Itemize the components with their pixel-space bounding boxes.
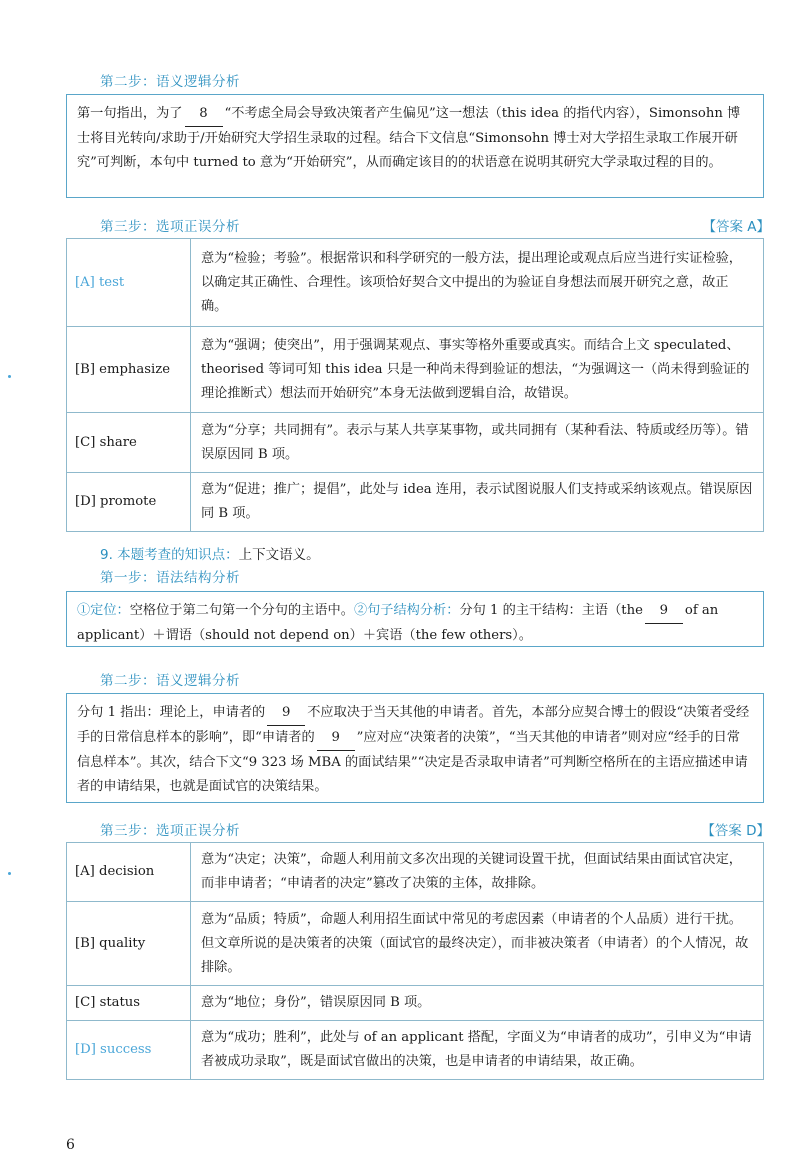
logic-text-q8-part2: “不考虑全局会导致决策者产生偏见”这一想法（this idea 的指代内容），Simonsohn 博士将目光转向/求助于/开始研究大学招生录取的过程。结合下文信息“Simonsohn 博士对大学招生录取工作展开研究”可判断，本句中 turned to 意为“开始研究”，从而确定该目的的状语意在说明其研究大学录取过程的目的。 xyxy=(77,106,741,170)
option-row xyxy=(67,413,764,473)
page-number: 6 xyxy=(66,1137,75,1153)
option-label: [A] test xyxy=(67,239,191,327)
option-text: 意为“强调；使突出”，用于强调某观点、事实等格外重要或真实。而结合上文 speculated、theorised 等词可知 this idea 只是一种尚未得到验证的想法，“为强调这一（尚未得到验证的理论推断式）想法而开始研究”本身无法做到逻辑自洽，故错误。 xyxy=(191,327,764,413)
logic-text-q9-part2: 不应取决于当天其他的申请者。首先，本部分应契合博士的假设“决策者受经手的日常信息样本的影响”，即“申请者的 xyxy=(77,705,750,745)
step3-title-q8: 第三步：选项正误分析 xyxy=(100,219,240,235)
grammar-box-q9 xyxy=(66,591,764,647)
margin-dot xyxy=(8,375,11,378)
locate-text: 空格位于第二句第一个分句的主语中。 xyxy=(129,603,354,618)
structure-text-part1: 分句 1 的主干结构：主语（the xyxy=(459,603,643,618)
logic-box-q9 xyxy=(66,693,764,803)
option-text: 意为“品质；特质”，命题人利用招生面试中常见的考虑因素（申请者的个人品质）进行干扰。但文章所说的是决策者的决策（面试官的最终决定），而非被决策者（申请者）的个人情况，故排除。 xyxy=(191,902,764,986)
option-label: [B] quality xyxy=(67,902,191,986)
option-text: 意为“决定；决策”，命题人利用前文多次出现的关键词设置干扰，但面试结果由面试官决定，而非申请者；“申请者的决定”篡改了决策的主体，故排除。 xyxy=(191,843,764,902)
option-row xyxy=(67,902,764,986)
locate-label: ①定位： xyxy=(77,603,130,618)
step1-title-q9: 第一步：语法结构分析 xyxy=(100,570,240,586)
answer-badge-q9: 【答案 D】 xyxy=(701,823,770,839)
option-text: 意为“促进；推广；提倡”，此处与 idea 连用，表示试图说服人们支持或采纳该观点。错误原因同 B 项。 xyxy=(191,473,764,532)
option-row xyxy=(67,843,764,902)
option-row xyxy=(67,327,764,413)
option-label: [D] promote xyxy=(67,473,191,532)
margin-dot xyxy=(8,872,11,875)
blank-8: 8 xyxy=(185,102,223,127)
option-row xyxy=(67,1021,764,1080)
option-text: 意为“地位；身份”，错误原因同 B 项。 xyxy=(191,986,764,1021)
option-text: 意为“分享；共同拥有”。表示与某人共享某事物，或共同拥有（某种看法、特质或经历等）。错误原因同 B 项。 xyxy=(191,413,764,473)
logic-text-q9-part1: 分句 1 指出：理论上，申请者的 xyxy=(77,705,266,720)
option-label: [C] status xyxy=(67,986,191,1021)
logic-box-q8 xyxy=(66,94,764,198)
blank-9: 9 xyxy=(267,701,305,726)
structure-label: ②句子结构分析： xyxy=(353,603,460,618)
blank-9: 9 xyxy=(645,599,683,624)
option-label: [B] emphasize xyxy=(67,327,191,413)
question-9-heading xyxy=(100,543,320,563)
option-row xyxy=(67,473,764,532)
structure-text-part2: of an applicant）＋谓语（should not depend on）＋宾语（the few others）。 xyxy=(77,603,719,643)
logic-text-q8-part1: 第一句指出，为了 xyxy=(77,106,183,121)
option-row xyxy=(67,986,764,1021)
option-text: 意为“成功；胜利”，此处与 of an applicant 搭配，字面义为“申请者的成功”，引申义为“申请者被成功录取”，既是面试官做出的决策，也是申请者的申请结果，故正确。 xyxy=(191,1021,764,1080)
step3-title-q9: 第三步：选项正误分析 xyxy=(100,823,240,839)
answer-badge-q8: 【答案 A】 xyxy=(702,219,770,235)
option-label: [A] decision xyxy=(67,843,191,902)
options-table-q9 xyxy=(66,842,764,1080)
heading-rest: 上下文语义。 xyxy=(238,547,320,563)
logic-text-q9-part3: ”应对应“决策者的决策”，“当天其他的申请者”则对应“经手的日常信息样本”。其次，结合下文“9 323 场 MBA 的面试结果”“决定是否录取申请者”可判断空格所在的主语应描述申请者的申请结果，也就是面试官的决策结果。 xyxy=(77,730,748,794)
heading-prefix: 9. 本题考查的知识点： xyxy=(100,547,239,563)
step2-title-q9: 第二步：语义逻辑分析 xyxy=(100,673,240,689)
option-label: [D] success xyxy=(67,1021,191,1080)
options-table-q8 xyxy=(66,238,764,532)
option-label: [C] share xyxy=(67,413,191,473)
option-row xyxy=(67,239,764,327)
step2-title-q8: 第二步：语义逻辑分析 xyxy=(100,74,240,90)
blank-9: 9 xyxy=(317,726,355,751)
option-text: 意为“检验；考验”。根据常识和科学研究的一般方法，提出理论或观点后应当进行实证检验，以确定其正确性、合理性。该项恰好契合文中提出的为验证自身想法而展开研究之意，故正确。 xyxy=(191,239,764,327)
